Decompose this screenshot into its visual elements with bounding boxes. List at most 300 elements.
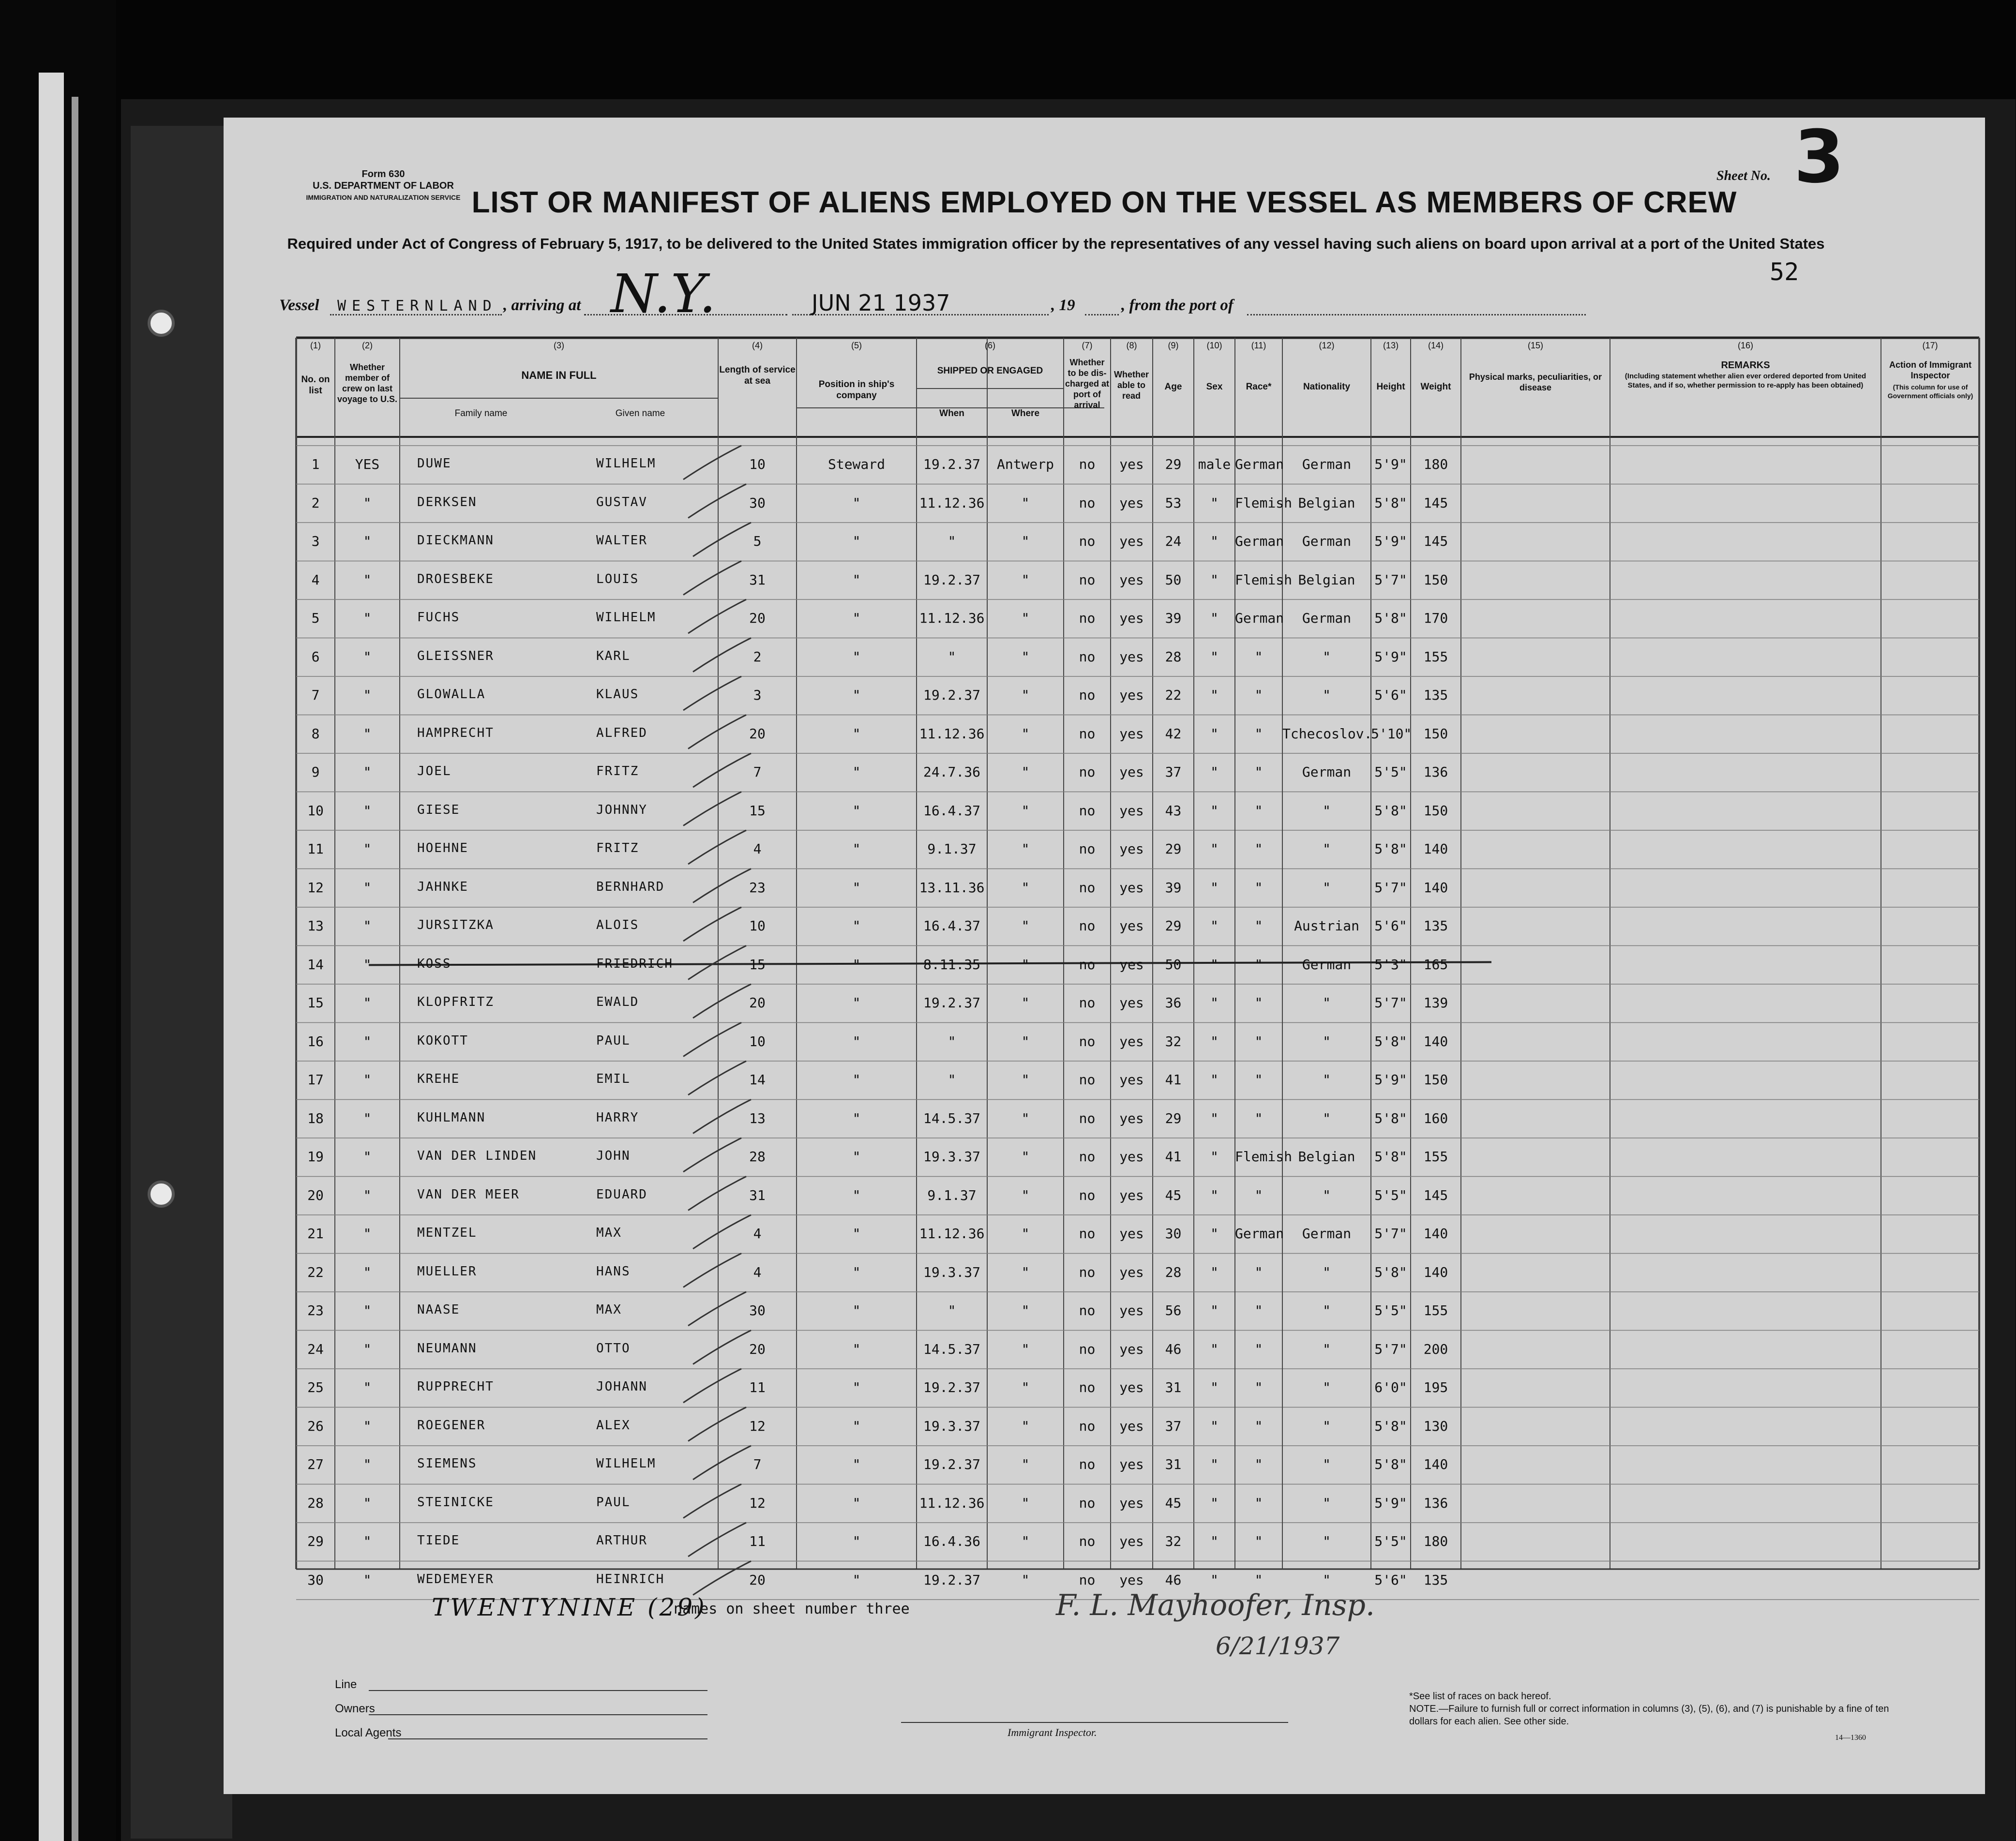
- weight-cell: 140: [1423, 1264, 1448, 1280]
- height-cell: 6'0": [1374, 1379, 1407, 1395]
- inspector-signature: F. L. Mayhoofer, Insp.: [1056, 1588, 1375, 1622]
- given-name-cell: HANS: [596, 1264, 631, 1279]
- given-name-cell: HEINRICH: [596, 1572, 665, 1587]
- form-department: U.S. DEPARTMENT OF LABOR: [313, 180, 454, 191]
- shipped-where-cell: ": [1021, 918, 1030, 934]
- family-name-cell: DUWE: [417, 456, 451, 471]
- sex-cell: ": [1210, 533, 1219, 549]
- height-cell: 5'8": [1374, 1149, 1407, 1165]
- race-cell: German: [1235, 1226, 1284, 1242]
- race-cell: ": [1254, 1072, 1263, 1088]
- family-name-cell: KOSS: [417, 956, 451, 971]
- row-number-cell: 7: [311, 687, 320, 703]
- race-cell: ": [1254, 995, 1263, 1011]
- date-stamp: JUN 21 1937: [812, 290, 950, 316]
- row-number-cell: 14: [307, 956, 324, 973]
- given-name-cell: JOHANN: [596, 1379, 647, 1394]
- ship-position-cell: ": [852, 995, 861, 1011]
- header-height: Height: [1376, 382, 1405, 392]
- age-cell: 43: [1165, 802, 1182, 819]
- arriving-port: N.Y.: [611, 263, 716, 325]
- vessel-name: WESTERNLAND: [337, 298, 497, 314]
- to-be-discharged-cell: no: [1079, 494, 1096, 511]
- able-to-read-cell: yes: [1119, 956, 1144, 973]
- ship-position-cell: ": [852, 1418, 861, 1434]
- ship-position-cell: ": [852, 1456, 861, 1472]
- crew-last-voyage-cell: ": [363, 918, 372, 934]
- shipped-where-cell: ": [1021, 1572, 1030, 1588]
- race-cell: ": [1254, 1572, 1263, 1588]
- row-number-cell: 28: [307, 1495, 324, 1511]
- row-number-cell: 17: [307, 1072, 324, 1088]
- age-cell: 50: [1165, 571, 1182, 588]
- shipped-when-cell: 8.11.35: [923, 956, 980, 973]
- able-to-read-cell: yes: [1119, 610, 1144, 626]
- to-be-discharged-cell: no: [1079, 802, 1096, 819]
- to-be-discharged-cell: no: [1079, 1302, 1096, 1318]
- given-name-cell: EDUARD: [596, 1187, 647, 1202]
- nationality-cell: ": [1323, 1033, 1331, 1049]
- weight-cell: 150: [1423, 1072, 1448, 1088]
- crew-last-voyage-cell: ": [363, 1379, 372, 1395]
- height-cell: 5'7": [1374, 571, 1407, 588]
- crew-last-voyage-cell: ": [363, 1187, 372, 1203]
- column-number: (10): [1206, 341, 1222, 350]
- ship-position-cell: ": [852, 918, 861, 934]
- race-cell: ": [1254, 1379, 1263, 1395]
- crew-last-voyage-cell: ": [363, 995, 372, 1011]
- service-length-cell: 28: [749, 1149, 766, 1165]
- family-name-cell: MUELLER: [417, 1264, 477, 1279]
- race-cell: ": [1254, 1302, 1263, 1318]
- to-be-discharged-cell: no: [1079, 1033, 1096, 1049]
- weight-cell: 135: [1423, 918, 1448, 934]
- height-cell: 5'8": [1374, 1418, 1407, 1434]
- able-to-read-cell: yes: [1119, 687, 1144, 703]
- nationality-cell: ": [1323, 1187, 1331, 1203]
- weight-cell: 200: [1423, 1341, 1448, 1357]
- weight-cell: 136: [1423, 1495, 1448, 1511]
- weight-cell: 130: [1423, 1418, 1448, 1434]
- able-to-read-cell: yes: [1119, 1033, 1144, 1049]
- crew-last-voyage-cell: ": [363, 1149, 372, 1165]
- height-cell: 5'7": [1374, 1341, 1407, 1357]
- row-number-cell: 12: [307, 879, 324, 896]
- races-note: *See list of races on back hereof.: [1409, 1691, 1551, 1702]
- crew-last-voyage-cell: ": [363, 1533, 372, 1549]
- service-length-cell: 7: [753, 764, 762, 780]
- weight-cell: 135: [1423, 1572, 1448, 1588]
- family-name-cell: NEUMANN: [417, 1341, 477, 1356]
- inspector-label: Immigrant Inspector.: [1008, 1726, 1097, 1738]
- given-name-cell: PAUL: [596, 1033, 631, 1048]
- ship-position-cell: ": [852, 1226, 861, 1242]
- service-length-cell: 31: [749, 1187, 766, 1203]
- header-member-last-voyage: Whether member of crew on last voyage to U.S.: [337, 362, 398, 404]
- row-number-cell: 24: [307, 1341, 324, 1357]
- able-to-read-cell: yes: [1119, 1187, 1144, 1203]
- sex-cell: ": [1210, 1379, 1219, 1395]
- service-length-cell: 10: [749, 456, 766, 472]
- family-name-cell: TIEDE: [417, 1533, 460, 1548]
- column-number: (7): [1082, 341, 1093, 350]
- age-cell: 37: [1165, 1418, 1182, 1434]
- to-be-discharged-cell: no: [1079, 533, 1096, 549]
- family-name-cell: JURSITZKA: [417, 918, 494, 932]
- crew-last-voyage-cell: ": [363, 802, 372, 819]
- form-number: Form 630: [361, 169, 405, 180]
- ship-position-cell: ": [852, 841, 861, 857]
- sex-cell: ": [1210, 1341, 1219, 1357]
- service-length-cell: 20: [749, 1572, 766, 1588]
- age-cell: 29: [1165, 841, 1182, 857]
- age-cell: 56: [1165, 1302, 1182, 1318]
- able-to-read-cell: yes: [1119, 571, 1144, 588]
- binder-hole: [148, 310, 175, 337]
- shipped-where-cell: ": [1021, 1226, 1030, 1242]
- given-name-cell: PAUL: [596, 1495, 631, 1510]
- able-to-read-cell: yes: [1119, 764, 1144, 780]
- row-number-cell: 27: [307, 1456, 324, 1472]
- from-port-label: , from the port of: [1121, 297, 1234, 314]
- shipped-where-cell: ": [1021, 1264, 1030, 1280]
- given-name-cell: KARL: [596, 648, 631, 663]
- line-rule: [369, 1690, 707, 1691]
- sex-cell: ": [1210, 1110, 1219, 1126]
- column-number: (13): [1383, 341, 1399, 350]
- race-cell: Flemish: [1235, 494, 1293, 511]
- header-no-on-list: No. on list: [301, 374, 330, 396]
- given-name-cell: FRITZ: [596, 841, 639, 855]
- weight-cell: 136: [1423, 764, 1448, 780]
- shipped-when-cell: 24.7.36: [923, 764, 980, 780]
- row-number-cell: 18: [307, 1110, 324, 1126]
- given-name-cell: WILHELM: [596, 1456, 656, 1471]
- row-number-cell: 8: [311, 725, 320, 742]
- to-be-discharged-cell: no: [1079, 841, 1096, 857]
- row-number-cell: 20: [307, 1187, 324, 1203]
- column-number: (4): [752, 341, 763, 350]
- sex-cell: ": [1210, 648, 1219, 665]
- service-length-cell: 10: [749, 1033, 766, 1049]
- age-cell: 32: [1165, 1533, 1182, 1549]
- shipped-when-cell: 19.3.37: [923, 1264, 980, 1280]
- ship-position-cell: ": [852, 610, 861, 626]
- weight-cell: 145: [1423, 1187, 1448, 1203]
- service-length-cell: 15: [749, 802, 766, 819]
- height-cell: 5'8": [1374, 1033, 1407, 1049]
- agents-rule: [388, 1738, 707, 1739]
- given-name-cell: LOUIS: [596, 571, 639, 586]
- height-cell: 5'5": [1374, 1302, 1407, 1318]
- to-be-discharged-cell: no: [1079, 764, 1096, 780]
- to-be-discharged-cell: no: [1079, 956, 1096, 973]
- age-cell: 45: [1165, 1495, 1182, 1511]
- given-name-cell: ALOIS: [596, 918, 639, 932]
- crew-last-voyage-cell: ": [363, 687, 372, 703]
- family-name-cell: DROESBEKE: [417, 571, 494, 586]
- service-length-cell: 4: [753, 1226, 762, 1242]
- crew-last-voyage-cell: ": [363, 1072, 372, 1088]
- sex-cell: ": [1210, 918, 1219, 934]
- crew-last-voyage-cell: YES: [355, 456, 380, 472]
- crew-last-voyage-cell: ": [363, 841, 372, 857]
- race-cell: ": [1254, 1456, 1263, 1472]
- nationality-cell: ": [1323, 1264, 1331, 1280]
- weight-cell: 140: [1423, 1226, 1448, 1242]
- race-cell: ": [1254, 725, 1263, 742]
- service-length-cell: 23: [749, 879, 766, 896]
- nationality-cell: ": [1323, 1572, 1331, 1588]
- shipped-when-cell: 19.2.37: [923, 687, 980, 703]
- service-length-cell: 30: [749, 494, 766, 511]
- weight-cell: 139: [1423, 995, 1448, 1011]
- shipped-when-cell: 19.3.37: [923, 1149, 980, 1165]
- shipped-where-cell: ": [1021, 1418, 1030, 1434]
- able-to-read-cell: yes: [1119, 1226, 1144, 1242]
- nationality-cell: ": [1323, 879, 1331, 896]
- weight-cell: 145: [1423, 533, 1448, 549]
- header-weight: Weight: [1420, 382, 1451, 392]
- header-length-service: Length of service at sea: [719, 365, 796, 386]
- race-cell: Flemish: [1235, 571, 1293, 588]
- age-cell: 46: [1165, 1572, 1182, 1588]
- row-number-cell: 22: [307, 1264, 324, 1280]
- able-to-read-cell: yes: [1119, 1379, 1144, 1395]
- family-name-cell: VAN DER LINDEN: [417, 1149, 537, 1163]
- service-length-cell: 30: [749, 1302, 766, 1318]
- ship-position-cell: ": [852, 956, 861, 973]
- column-number: (8): [1126, 341, 1137, 350]
- race-cell: ": [1254, 1187, 1263, 1203]
- header-age: Age: [1164, 382, 1182, 392]
- crew-last-voyage-cell: ": [363, 1110, 372, 1126]
- shipped-when-cell: 11.12.36: [919, 725, 985, 742]
- to-be-discharged-cell: no: [1079, 1379, 1096, 1395]
- family-name-cell: KUHLMANN: [417, 1110, 486, 1125]
- family-name-cell: NAASE: [417, 1302, 460, 1317]
- age-cell: 28: [1165, 1264, 1182, 1280]
- nationality-cell: ": [1323, 802, 1331, 819]
- shipped-where-cell: ": [1021, 1033, 1030, 1049]
- ship-position-cell: ": [852, 648, 861, 665]
- column-number: (15): [1527, 341, 1543, 350]
- inspector-rule: [901, 1722, 1288, 1723]
- row-number-cell: 23: [307, 1302, 324, 1318]
- header-physical-marks: Physical marks, peculiarities, or disease: [1469, 372, 1602, 392]
- able-to-read-cell: yes: [1119, 1495, 1144, 1511]
- ship-position-cell: ": [852, 1379, 861, 1395]
- sex-cell: ": [1210, 995, 1219, 1011]
- header-nationality: Nationality: [1303, 382, 1351, 392]
- shipped-when-cell: 19.2.37: [923, 1572, 980, 1588]
- age-cell: 29: [1165, 1110, 1182, 1126]
- header-family-name: Family name: [454, 408, 508, 419]
- column-number: (14): [1428, 341, 1444, 350]
- ship-position-cell: ": [852, 802, 861, 819]
- shipped-where-cell: ": [1021, 956, 1030, 973]
- sex-cell: ": [1210, 1418, 1219, 1434]
- able-to-read-cell: yes: [1119, 1418, 1144, 1434]
- to-be-discharged-cell: no: [1079, 610, 1096, 626]
- family-name-cell: KREHE: [417, 1072, 460, 1086]
- row-number-cell: 19: [307, 1149, 324, 1165]
- sex-cell: ": [1210, 764, 1219, 780]
- names-count-typed: names on sheet number three: [674, 1601, 910, 1617]
- race-cell: Flemish: [1235, 1149, 1293, 1165]
- ship-position-cell: ": [852, 1572, 861, 1588]
- given-name-cell: GUSTAV: [596, 494, 647, 509]
- to-be-discharged-cell: no: [1079, 456, 1096, 472]
- nationality-cell: ": [1323, 1302, 1331, 1318]
- race-cell: ": [1254, 648, 1263, 665]
- age-cell: 39: [1165, 610, 1182, 626]
- race-cell: ": [1254, 802, 1263, 819]
- race-cell: German: [1235, 533, 1284, 549]
- shipped-when-cell: 9.1.37: [927, 1187, 977, 1203]
- sex-cell: ": [1210, 1149, 1219, 1165]
- able-to-read-cell: yes: [1119, 1110, 1144, 1126]
- family-name-cell: GLOWALLA: [417, 687, 486, 702]
- able-to-read-cell: yes: [1119, 1264, 1144, 1280]
- height-cell: 5'8": [1374, 1110, 1407, 1126]
- crew-last-voyage-cell: ": [363, 610, 372, 626]
- shipped-when-cell: 13.11.36: [919, 879, 985, 896]
- crew-last-voyage-cell: ": [363, 1572, 372, 1588]
- given-name-cell: FRITZ: [596, 764, 639, 778]
- nationality-cell: ": [1323, 1379, 1331, 1395]
- crew-last-voyage-cell: ": [363, 1341, 372, 1357]
- header-action-sub: (This column for use of Government officials only): [1887, 383, 1973, 400]
- nationality-cell: Austrian: [1294, 918, 1359, 934]
- height-cell: 5'8": [1374, 841, 1407, 857]
- family-name-cell: ROEGENER: [417, 1418, 486, 1433]
- sex-cell: ": [1210, 1495, 1219, 1511]
- shipped-where-cell: ": [1021, 1302, 1030, 1318]
- sex-cell: ": [1210, 1572, 1219, 1588]
- ship-position-cell: ": [852, 1187, 861, 1203]
- able-to-read-cell: yes: [1119, 841, 1144, 857]
- ship-position-cell: ": [852, 1533, 861, 1549]
- height-cell: 5'9": [1374, 533, 1407, 549]
- able-to-read-cell: yes: [1119, 879, 1144, 896]
- height-cell: 5'10": [1371, 725, 1412, 742]
- service-length-cell: 14: [749, 1072, 766, 1088]
- ship-position-cell: ": [852, 533, 861, 549]
- service-length-cell: 2: [753, 648, 762, 665]
- family-name-cell: WEDEMEYER: [417, 1572, 494, 1587]
- able-to-read-cell: yes: [1119, 1533, 1144, 1549]
- signature-date: 6/21/1937: [1216, 1632, 1340, 1660]
- sheet-label: Sheet No.: [1716, 168, 1771, 183]
- shipped-when-cell: ": [948, 533, 956, 549]
- crew-last-voyage-cell: ": [363, 1226, 372, 1242]
- height-cell: 5'6": [1374, 918, 1407, 934]
- able-to-read-cell: yes: [1119, 918, 1144, 934]
- given-name-cell: EMIL: [596, 1072, 631, 1086]
- binder-spine: [131, 126, 232, 1839]
- column-number: (12): [1319, 341, 1335, 350]
- nationality-cell: German: [1302, 764, 1352, 780]
- ship-position-cell: ": [852, 1341, 861, 1357]
- header-name-in-full: NAME IN FULL: [521, 369, 597, 381]
- sex-cell: ": [1210, 725, 1219, 742]
- height-cell: 5'7": [1374, 1226, 1407, 1242]
- able-to-read-cell: yes: [1119, 533, 1144, 549]
- crew-last-voyage-cell: ": [363, 1033, 372, 1049]
- header-able-to-read: Whether able to read: [1114, 370, 1149, 401]
- height-cell: 5'9": [1374, 1495, 1407, 1511]
- header-action-inspector: Action of Immigrant Inspector: [1889, 360, 1971, 380]
- shipped-where-cell: ": [1021, 995, 1030, 1011]
- row-number-cell: 3: [311, 533, 320, 549]
- header-remarks: REMARKS: [1721, 360, 1770, 371]
- owners-rule: [369, 1714, 707, 1715]
- weight-cell: 140: [1423, 879, 1448, 896]
- row-number-cell: 26: [307, 1418, 324, 1434]
- fine-note: NOTE.—Failure to furnish full or correct information in columns (3), (5), (6), and (7) is punishable by a fine of ten dollars for each alien. See other side.: [1409, 1704, 1889, 1727]
- nationality-cell: ": [1323, 1456, 1331, 1472]
- given-name-cell: FRIEDRICH: [596, 956, 673, 971]
- service-length-cell: 31: [749, 571, 766, 588]
- weight-cell: 170: [1423, 610, 1448, 626]
- shipped-where-cell: ": [1021, 1533, 1030, 1549]
- shipped-when-cell: 19.3.37: [923, 1418, 980, 1434]
- row-number-cell: 16: [307, 1033, 324, 1049]
- header-sex: Sex: [1206, 382, 1223, 392]
- ship-position-cell: ": [852, 494, 861, 511]
- row-number-cell: 21: [307, 1226, 324, 1242]
- service-length-cell: 4: [753, 1264, 762, 1280]
- family-name-cell: KOKOTT: [417, 1033, 468, 1048]
- family-name-cell: KLOPFRITZ: [417, 995, 494, 1009]
- able-to-read-cell: yes: [1119, 1072, 1144, 1088]
- sex-cell: ": [1210, 1072, 1219, 1088]
- sex-cell: ": [1210, 956, 1219, 973]
- shipped-where-cell: ": [1021, 571, 1030, 588]
- sex-cell: ": [1210, 1302, 1219, 1318]
- race-cell: German: [1235, 456, 1284, 472]
- height-cell: 5'6": [1374, 687, 1407, 703]
- sex-cell: ": [1210, 1226, 1219, 1242]
- nationality-cell: ": [1323, 1533, 1331, 1549]
- height-cell: 5'9": [1374, 648, 1407, 665]
- column-number: (9): [1168, 341, 1179, 350]
- sex-cell: ": [1210, 1456, 1219, 1472]
- shipped-when-cell: 19.2.37: [923, 995, 980, 1011]
- able-to-read-cell: yes: [1119, 802, 1144, 819]
- able-to-read-cell: yes: [1119, 1341, 1144, 1357]
- crew-last-voyage-cell: ": [363, 648, 372, 665]
- race-cell: ": [1254, 687, 1263, 703]
- to-be-discharged-cell: no: [1079, 725, 1096, 742]
- ship-position-cell: ": [852, 764, 861, 780]
- race-cell: ": [1254, 764, 1263, 780]
- able-to-read-cell: yes: [1119, 1302, 1144, 1318]
- ship-position-cell: ": [852, 1495, 861, 1511]
- height-cell: 5'5": [1374, 1187, 1407, 1203]
- row-number-cell: 6: [311, 648, 320, 665]
- height-cell: 5'6": [1374, 1572, 1407, 1588]
- shipped-when-cell: ": [948, 648, 956, 665]
- header-shipped-engaged: SHIPPED OR ENGAGED: [937, 366, 1043, 376]
- family-name-cell: DERKSEN: [417, 494, 477, 509]
- given-name-cell: MAX: [596, 1302, 622, 1317]
- height-cell: 5'8": [1374, 1264, 1407, 1280]
- shipped-where-cell: Antwerp: [996, 456, 1054, 472]
- ship-position-cell: Steward: [827, 456, 885, 472]
- scan-edge-strip: [39, 73, 64, 1841]
